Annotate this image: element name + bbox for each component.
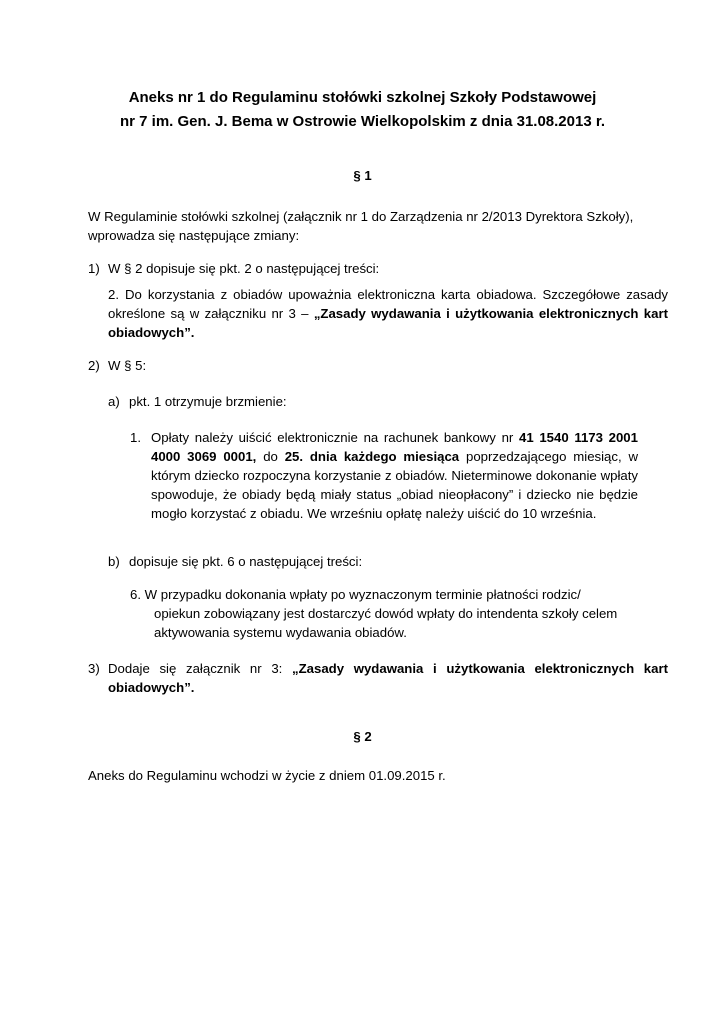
item-2a-point-paragraph [151,428,638,523]
item-2a-letter: a) [108,394,120,409]
item-3-bold: „Zasady wydawania i użytkowania elektronicznych kart obiadowych”. [108,661,668,695]
item-2a-point-text-1: Opłaty należy uiścić elektronicznie na rachunek bankowy nr [151,430,519,445]
item-1-paragraph-bold: „Zasady wydawania i użytkowania elektronicznych kart obiadowych”. [108,306,668,340]
item-2a-text: pkt. 1 otrzymuje brzmienie: [129,394,287,409]
item-2-number: 2) [88,358,100,373]
document-title [60,86,665,134]
item-3-paragraph [108,659,668,697]
item-2b-point-line-3: aktywowania systemu wydawania obiadów. [154,625,407,640]
item-2b-letter: b) [108,554,120,569]
item-2a-point-text-3: poprzedzającego miesiąc, w którym dziecko rozpoczyna korzystanie z obiadów. Nieterminowe dokonanie wpłaty spowoduje, że obiady będą miały status „obiad nieopłacony” i dziecko nie będzie mogło korzystać z obiadu. We wrześniu opłatę należy uiścić do 10 września. [151,449,639,521]
payment-deadline: 25. dnia każdego miesiąca [284,449,460,464]
item-1-paragraph-text: 2. Do korzystania z obiadów upoważnia elektroniczna karta obiadowa. Szczegółowe zasady określone są w załączniku nr 3 – [108,287,668,321]
item-2b-point-line-2: opiekun zobowiązany jest dostarczyć dowód wpłaty do intendenta szkoły celem [154,606,618,621]
item-2b-point-line-1: 6. W przypadku dokonania wpłaty po wyznaczonym terminie płatności rodzic/ [130,587,581,602]
effective-date-paragraph: Aneks do Regulaminu wchodzi w życie z dniem 01.09.2015 r. [88,768,446,783]
item-3-text: Dodaje się załącznik nr 3: [108,661,292,676]
item-2-text: W § 5: [108,358,147,373]
item-1-paragraph [108,285,668,342]
title-line-2: nr 7 im. Gen. J. Bema w Ostrowie Wielkopolskim z dnia 31.08.2013 r. [119,113,606,130]
item-2b-text: dopisuje się pkt. 6 o następującej treści: [129,554,363,569]
intro-paragraph [88,207,673,245]
item-1-number: 1) [88,261,100,276]
item-2a-point-text-2: do [256,449,285,464]
bank-account-number: 41 1540 1173 2001 4000 3069 0001, [151,430,638,464]
item-2b-point-paragraph [130,585,640,642]
title-line-1: Aneks nr 1 do Regulaminu stołówki szkolnej Szkoły Podstawowej [128,89,597,106]
item-1-text: W § 2 dopisuje się pkt. 2 o następującej treści: [108,261,380,276]
section-1-sign: § 1 [353,168,372,183]
section-2-sign: § 2 [353,729,372,744]
intro-line-1: W Regulaminie stołówki szkolnej (załącznik nr 1 do Zarządzenia nr 2/2013 Dyrektora Szkoły), [88,209,634,224]
item-3-number: 3) [88,661,100,676]
item-2a-point-number: 1. [130,430,141,445]
intro-line-2: wprowadza się następujące zmiany: [88,228,300,243]
